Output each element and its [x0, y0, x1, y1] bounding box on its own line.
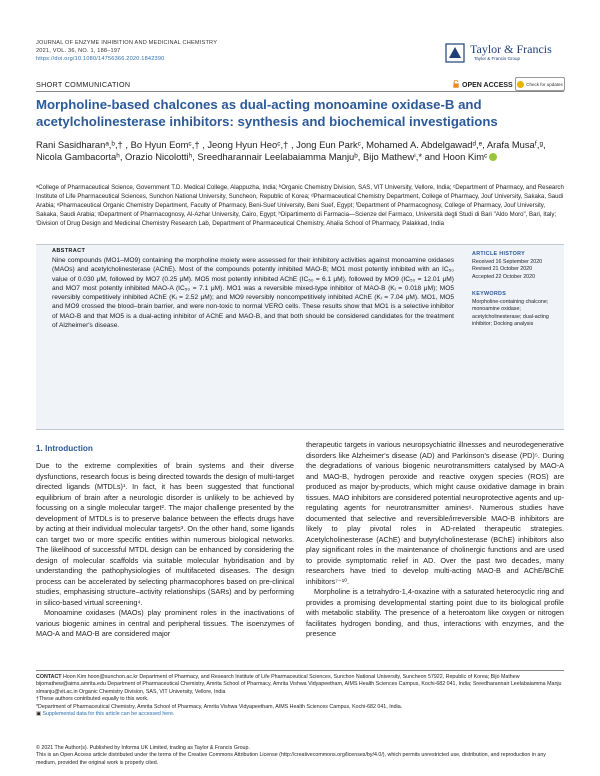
revised-date: Revised 21 October 2020	[472, 266, 533, 273]
journal-name: JOURNAL OF ENZYME INHIBITION AND MEDICINAL CHEMISTRY	[36, 40, 218, 46]
right-column	[306, 440, 564, 640]
accepted-date: Accepted 22 October 2020	[472, 273, 536, 280]
paragraph: Due to the extreme complexities of brain systems and their diverse dysfunctions, research focus is being directed towards the design of multi-target directed ligands (MTDLs)¹. In fact, it has been suggested that functional equilibrium of brain after a neurologic disorder is unlikely to be achieved by focussing on a single molecular target². The major challenge presented by the development of MTDLs is to preserve balance between the effects drugs have by acting at their individual molecular targets³. On the other hand, some ligands can target two or more specific entities within numerous biological networks. The likelihood of successful MTDL design can be enhanced by considering the design of molecular scaffolds via suitable molecular hybridisation and by understanding the pathophysiologies of multifaceted diseases. The design process can be accelerated by selecting pharmacophores based on pre-clinical studies, emphasising structure–activity relationships (SARs) and by performing in silico-based virtual screening⁴.	[36, 461, 294, 607]
check-updates-icon	[517, 81, 524, 88]
open-access-badge	[453, 80, 513, 89]
equal-contribution-note: †These authors contributed equally to this work.	[36, 696, 149, 703]
abstract-text: Nine compounds (MO1–MO9) containing the morpholine moiety were assessed for their inhibitory activities against monoamine oxidases (MAOs) and acetylcholinesterase (AChE). Most of the compounds potently inhibited MAO-B; MO1 most potently inhibited with an IC₅₀ value of 0.030 μM, followed by MO7 (0.25 μM). MO5 most potently inhibited AChE (IC₅₀ = 6.1 μM), followed by MO9 (IC₅₀ = 12.01 μM) and MO7 most potently inhibited MAO-A (IC₅₀ = 7.1 μM). MO1 was a reversible mixed-type inhibitor of MAO-B (Kᵢ = 0.018 μM); MO5 reversibly competitively inhibited AChE (Kᵢ = 2.52 μM); and MO9 reversibly noncompetitively inhibited AChE (Kᵢ = 7.04 μM). MO1, MO5 and MO9 crossed the blood–brain barrier, and were non-toxic to normal VERO cells. These results show that MO1 is a selective inhibitor of MAO-B and that MO5 is a dual-acting inhibitor of AChE and MAO-B, and that both should be considered candidates for the treatment of Alzheimer's disease.	[52, 257, 454, 330]
check-updates-button[interactable]	[515, 77, 565, 91]
article-type: SHORT COMMUNICATION	[36, 80, 131, 89]
publisher-logo	[444, 40, 564, 66]
license-text: This is an Open Access article distributed under the terms of the Creative Commons Attribution License (http://creativecommons.org/licenses/by/4.0/), which permits unrestricted use, distribution, and reproduction in any medium, provided the original work is properly cited.	[36, 752, 546, 766]
author-list	[36, 139, 566, 163]
article-history	[472, 259, 560, 281]
journal-header	[36, 40, 217, 63]
contact-label: CONTACT	[36, 674, 62, 680]
affiliation-note: *Department of Pharmaceutical Chemistry, Amrita School of Pharmacy, Amrita Vishwa Vidyapeetham, AIMS Health Sciences Campus, Kochi-682 041, India.	[36, 703, 403, 710]
author-names: Rani Sasidharanᵃ,ᵇ,† , Bo Hyun Eomᶜ,† , Jeong Hyun Heoᶜ,† , Jong Eun Parkᶜ, Mohamed A. Abdelgawadᵈ,ᵉ, Arafa Musaᶠ,ᵍ, Nicola Gambacortaʰ, Orazio Nicolottiʰ, Sreedharannair Leelabaiamma Manjuᵇ, Bijo Mathewⁱ,* and Hoon Kimᶜ	[36, 139, 546, 163]
copyright: © 2021 The Author(s). Published by Informa UK Limited, trading as Taylor & Francis Group.	[36, 745, 250, 751]
affiliations: ᵃCollege of Pharmaceutical Science, Government T.D. Medical College, Alappuzha, India; ᵇOrganic Chemistry Division, SAS, VIT University, Vellore, India; ᶜDepartment of Pharmacy, and Research Institute of Life Pharmaceutical Sciences, Sunchon National University, Suncheon, Republic of Korea; ᵈPharmaceutical Chemistry Department, College of Pharmacy, Jouf University, Sakaka, Saudi Arabia; ᵉPharmaceutical Organic Chemistry Department, Faculty of Pharmacy, Beni-Suef University, Beni Suef, Egypt; ᶠDepartment of Pharmacognosy, College of Pharmacy, Jouf University, Sakaka, Saudi Arabia; ᵍDepartment of Pharmacognosy, Al-Azhar University, Cairo, Egypt; ʰDipartimento di Farmacia—Scienze del Farmaco, Università degli Studi di Bari "Aldo Moro", Bari, Italy; ⁱDivision of Drug Design and Medicinal Chemistry Research Lab, Department of Pharmaceutical Chemistry, Ahalia School of Pharmacy, Palakkad, India	[36, 184, 564, 227]
license-footer	[36, 745, 564, 767]
publisher-name: Taylor & Francis	[470, 42, 552, 56]
abstract-heading: ABSTRACT	[52, 248, 86, 254]
publisher-group: Taylor & Francis Group	[474, 56, 521, 61]
contact-details: Hoon Kim hoon@sunchon.ac.kr Department of Pharmacy, and Research Institute of Life Pharmaceutical Sciences, Sunchon National University, Suncheon 57922, Republic of Korea; Bijo Mathew bijomathew@aims.amrita.edu Department of Pharmaceutical Chemistry, Amrita School of Pharmacy, Amrita Vishwa Vidyapeetham, AIMS Health Sciences Campus, Kochi-682 041, India; Sreedharannair Leelabaiamma Manju slmanju@vit.ac.in Organic Chemistry Division, SAS, VIT University, Vellore, India	[36, 674, 562, 695]
check-updates-label: Check for updates	[526, 81, 563, 87]
orcid-icon[interactable]	[489, 153, 497, 161]
doi-link[interactable]: https://doi.org/10.1080/14756366.2020.1842390	[36, 55, 165, 62]
supplemental-link[interactable]: Supplemental data for this article can be accessed here.	[42, 711, 175, 718]
paragraph: Monoamine oxidases (MAOs) play prominent roles in the inactivations of various biogenic amines in central and peripheral tissues. The isoenzymes of MAO-A and MAO-B are considered major	[36, 608, 294, 638]
article-history-heading: ARTICLE HISTORY	[472, 251, 526, 257]
contact-block	[36, 674, 564, 718]
open-lock-icon	[453, 80, 459, 88]
article-title: Morpholine-based chalcones as dual-acting monoamine oxidase-B and acetylcholinesterase inhibitors: synthesis and biochemical investigations	[36, 97, 498, 129]
taylor-francis-logo-icon	[444, 42, 466, 64]
journal-volume: 2021, VOL. 36, NO. 1, 188–197	[36, 47, 121, 54]
paragraph: therapeutic targets in various neuropsychiatric illnesses and neurodegenerative disorders like Alzheimer's disease (AD) and Parkinson's disease (PD)⁵. During the degradations of various biogenic neurotransmitters catalysed by MAO-A and MAO-B, hydrogen peroxide and reactive oxygen species (ROS) are produced as major by-products, which might cause oxidative damage in brain tissues. MAO inhibitors are considered potential neuroprotective agents and up-regulating agents for neurotransmitter amines⁶. Numerous studies have documented that selective and reversible/irreversible MAO-B inhibitors are likely to play pivotal roles in AD-related therapeutic strategies. Acetylcholinesterase (AChE) and butyrylcholinesterase (BChE) inhibitors also play significant roles in the maintenance of cholinergic functions and are used to provide symptomatic relief in AD. Over the past two decades, many researchers have tried to develop multi-acting MAO-B and AChE/BChE inhibitors⁷⁻¹⁰.	[306, 440, 564, 586]
footnote-divider	[36, 670, 564, 671]
section-heading-introduction: 1. Introduction	[36, 444, 93, 453]
open-access-label: OPEN ACCESS	[462, 82, 513, 89]
received-date: Received 16 September 2020	[472, 259, 543, 265]
supplemental-icon: ▣	[36, 711, 42, 718]
keywords-text: Morpholine-containing chalcone; monoamine oxidase; acetylcholinesterase; dual-acting inhibitor; Docking analysis	[472, 299, 549, 328]
left-column	[36, 461, 294, 640]
paragraph: Morpholine is a tetrahydro-1,4-oxazine with a saturated heterocyclic ring and provides a promising developmental starting point due to its biological profile with metabolic stability. The presence of a heteroatom like oxygen or nitrogen facilitates hydrogen bonding, and thus, interactions with enzymes, and the presence	[306, 587, 564, 638]
keywords-heading: KEYWORDS	[472, 291, 507, 297]
header-divider	[36, 91, 564, 92]
